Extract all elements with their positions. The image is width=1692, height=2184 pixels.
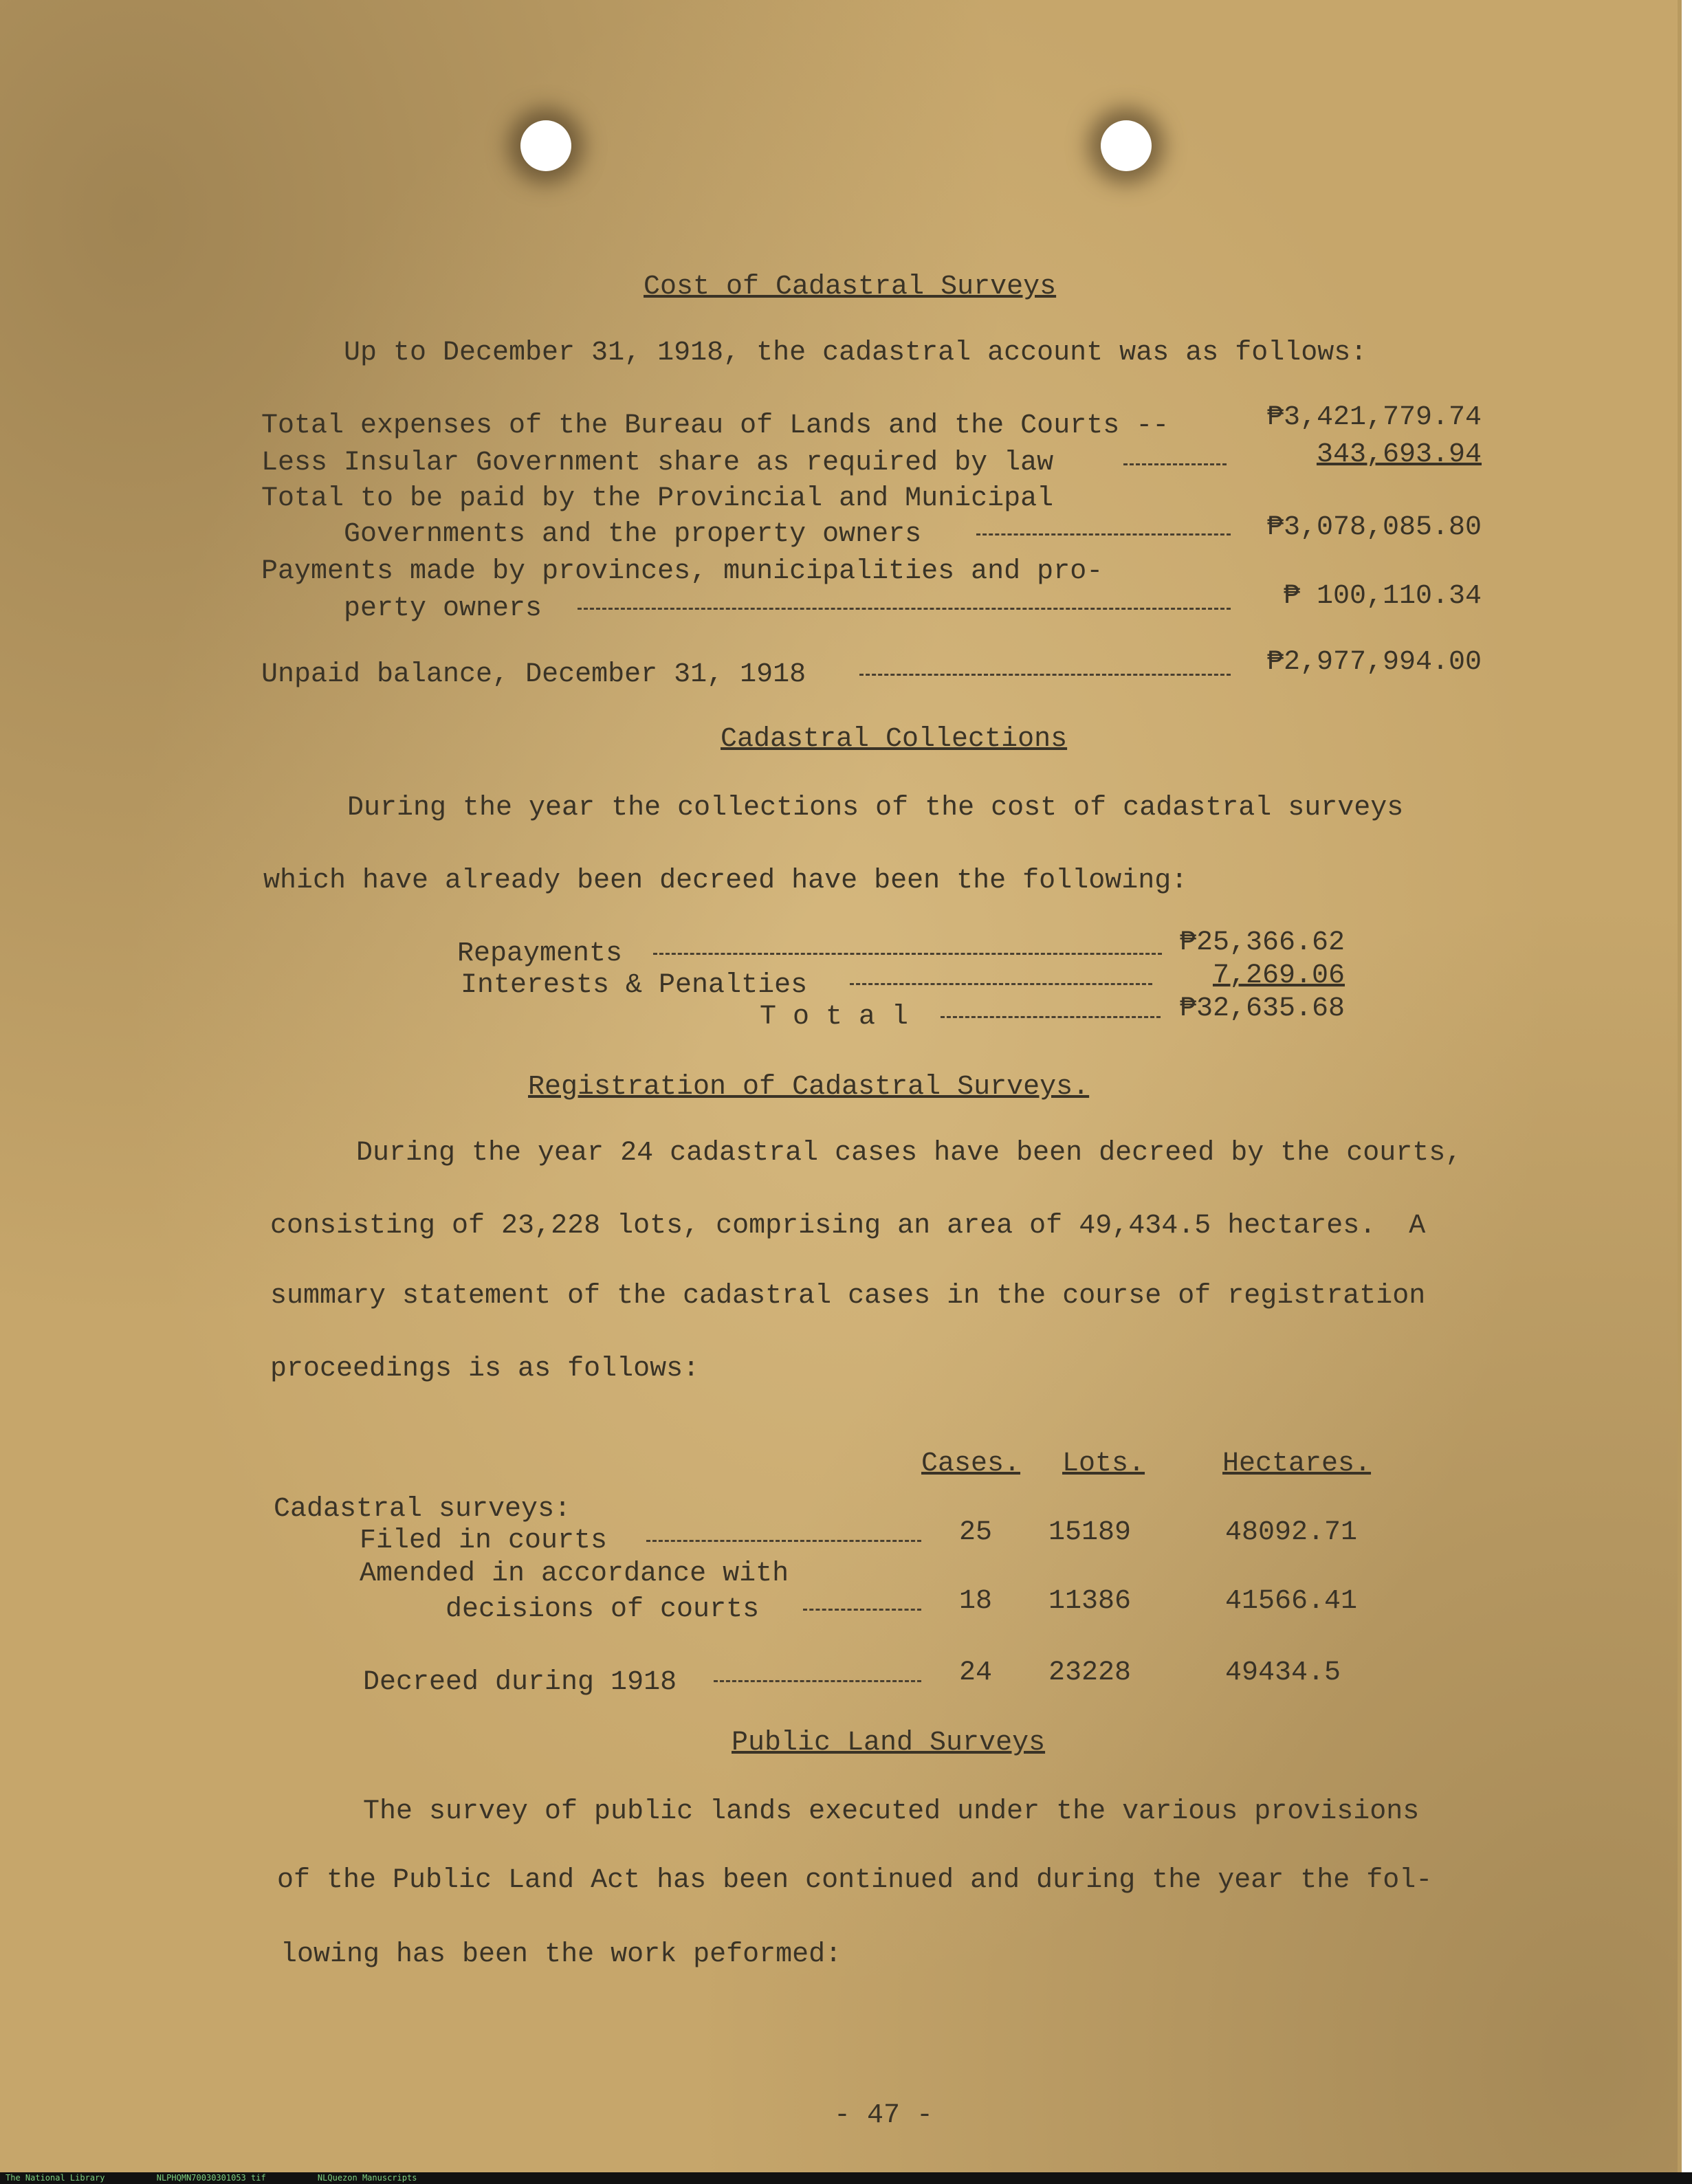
account-line-unpaid: Unpaid balance, December 31, 1918: [261, 659, 806, 690]
table-cell-hectares: 41566.41: [1225, 1586, 1358, 1617]
table-row-label: Decreed during 1918: [363, 1667, 677, 1698]
public-land-paragraph-line: lowing has been the work peformed:: [281, 1939, 842, 1970]
table-row-label: Filed in courts: [360, 1525, 608, 1556]
section-heading-public-land: Public Land Surveys: [732, 1728, 1046, 1758]
punch-hole: [520, 120, 571, 171]
table-cell-cases: 18: [959, 1586, 993, 1617]
account-line-payments-a: Payments made by provinces, municipalities and pro-: [261, 556, 1103, 587]
collections-paragraph-line: During the year the collections of the cost of cadastral surveys: [347, 793, 1404, 824]
column-header-cases: Cases.: [921, 1448, 1021, 1479]
collections-paragraph-line: which have already been decreed have been the following:: [263, 865, 1188, 896]
leader-dashes: [941, 1016, 1161, 1018]
table-cell-cases: 24: [959, 1657, 993, 1688]
table-cell-lots: 11386: [1048, 1586, 1132, 1617]
registration-paragraph-line: During the year 24 cadastral cases have been decreed by the courts,: [356, 1138, 1462, 1169]
leader-dashes: [859, 674, 1231, 676]
registration-paragraph-line: consisting of 23,228 lots, comprising an area of 49,434.5 hectares. A: [270, 1211, 1426, 1242]
account-line-payments-b: perty owners: [344, 593, 542, 624]
account-value-insular-share: 343,693.94: [1316, 439, 1482, 470]
leader-dashes: [1123, 463, 1227, 465]
section-heading-collections: Cadastral Collections: [721, 724, 1068, 755]
collections-total-label: T o t a l: [760, 1002, 909, 1033]
table-cell-lots: 15189: [1048, 1517, 1132, 1548]
interests-value: 7,269.06: [1212, 960, 1345, 991]
table-row-label: decisions of courts: [446, 1594, 760, 1625]
page-title: Cost of Cadastral Surveys: [644, 272, 1057, 302]
footer-file: NLPHQMN70030301053 tif: [156, 2173, 266, 2183]
account-value-payments: ₱ 100,110.34: [1283, 581, 1482, 612]
repayments-value: ₱25,366.62: [1179, 927, 1345, 958]
collections-total-value: ₱32,635.68: [1179, 993, 1345, 1024]
account-line-insular-share: Less Insular Government share as required by law: [261, 448, 1054, 478]
column-header-hectares: Hectares.: [1222, 1448, 1372, 1479]
registration-paragraph-line: proceedings is as follows:: [270, 1354, 700, 1385]
leader-dashes: [646, 1540, 921, 1542]
archive-footer: [0, 2172, 1692, 2184]
table-cell-hectares: 48092.71: [1225, 1517, 1358, 1548]
table-group-label: Cadastral surveys:: [274, 1494, 571, 1525]
leader-dashes: [653, 953, 1162, 955]
leader-dashes: [976, 533, 1231, 536]
account-value-unpaid: ₱2,977,994.00: [1266, 647, 1482, 678]
table-row-label: Amended in accordance with: [360, 1558, 789, 1589]
table-cell-hectares: 49434.5: [1225, 1657, 1341, 1688]
account-line-total-paid-b: Governments and the property owners: [344, 519, 922, 550]
footer-library: The National Library: [6, 2173, 105, 2183]
public-land-paragraph-line: The survey of public lands executed under the various provisions: [363, 1796, 1420, 1827]
column-header-lots: Lots.: [1062, 1448, 1145, 1479]
leader-dashes: [803, 1609, 921, 1611]
page-number: - 47 -: [834, 2100, 934, 2131]
account-value-total-paid: ₱3,078,085.80: [1266, 512, 1482, 543]
account-line-total-expenses: Total expenses of the Bureau of Lands and the Courts --: [261, 410, 1169, 441]
account-line-total-paid-a: Total to be paid by the Provincial and Municipal: [261, 483, 1054, 514]
intro-text: Up to December 31, 1918, the cadastral account was as follows:: [344, 338, 1367, 368]
section-heading-registration: Registration of Cadastral Surveys.: [528, 1072, 1090, 1103]
account-value-total-expenses: ₱3,421,779.74: [1266, 402, 1482, 433]
leader-dashes: [714, 1680, 921, 1682]
leader-dashes: [850, 983, 1152, 985]
leader-dashes: [578, 608, 1231, 610]
table-cell-cases: 25: [959, 1517, 993, 1548]
interests-label: Interests & Penalties: [461, 970, 808, 1001]
public-land-paragraph-line: of the Public Land Act has been continued and during the year the fol-: [277, 1865, 1433, 1896]
table-cell-lots: 23228: [1048, 1657, 1132, 1688]
repayments-label: Repayments: [457, 938, 623, 969]
footer-collection: NLQuezon Manuscripts: [317, 2173, 417, 2183]
registration-paragraph-line: summary statement of the cadastral cases in the course of registration: [270, 1281, 1426, 1312]
punch-hole: [1101, 120, 1152, 171]
